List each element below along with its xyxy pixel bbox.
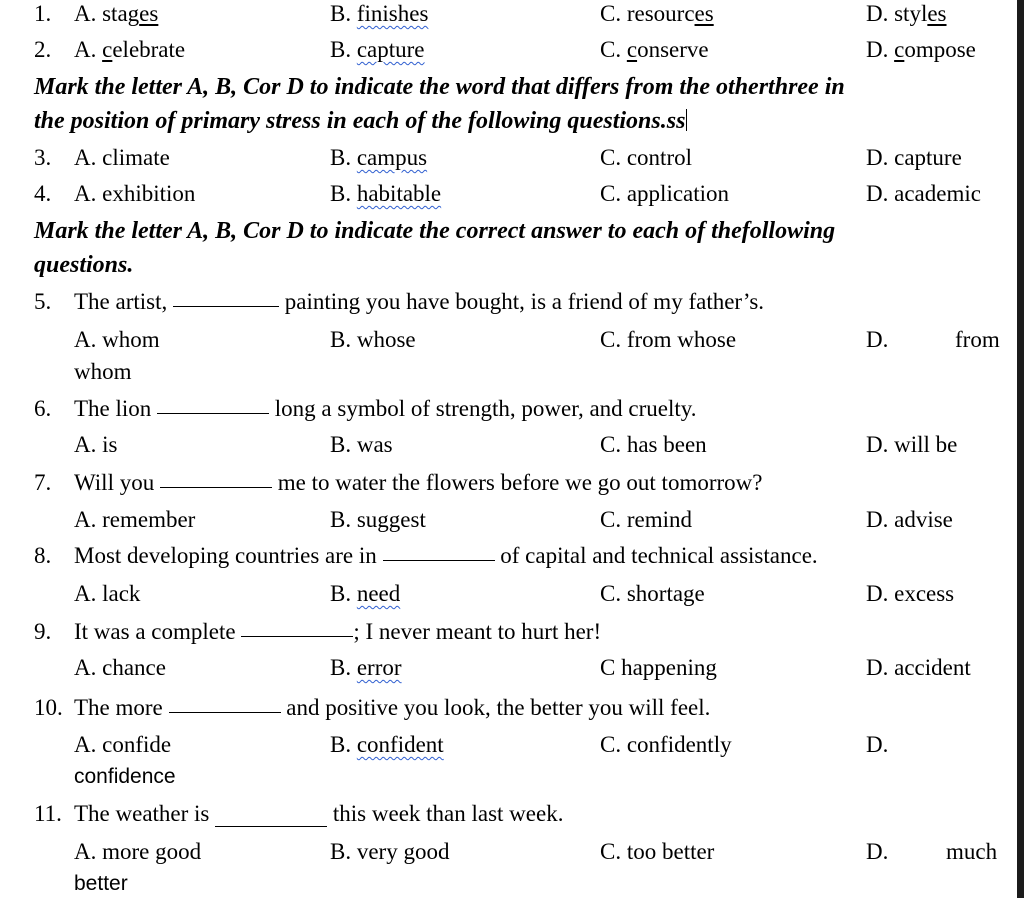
option-d: D. accident <box>866 655 971 680</box>
option-d: D. <box>866 327 889 352</box>
option-d: D. will be <box>866 432 958 457</box>
option-d-text-continued: whom <box>74 359 132 384</box>
option-b: B. very good <box>330 839 450 864</box>
option-d: D. academic <box>866 181 981 206</box>
option-b: B. suggest <box>330 507 426 532</box>
option-d-text: from <box>955 327 1000 352</box>
page-edge <box>1017 0 1024 898</box>
question-number: 9. <box>34 619 52 644</box>
option-c: C. too better <box>600 839 715 864</box>
option-a: A. confide <box>74 732 172 757</box>
option-b: B. campus <box>330 145 428 170</box>
question-text: The more and positive you look, the better you will feel. <box>74 695 711 720</box>
option-b: B. confident <box>330 732 444 757</box>
instruction-answer-line-1: Mark the letter A, B, Cor D to indicate the correct answer to each of thefollowing <box>34 218 836 244</box>
option-a: A. is <box>74 432 118 457</box>
option-a: A. whom <box>74 327 160 352</box>
option-d: D. <box>866 732 889 757</box>
option-c: C happening <box>600 655 717 680</box>
answer-blank <box>160 486 272 488</box>
option-b: B. need <box>330 581 401 606</box>
option-a: A. exhibition <box>74 181 196 206</box>
question-text: Most developing countries are in of capital and technical assistance. <box>74 543 818 568</box>
option-c: C. application <box>600 181 730 206</box>
question-number: 10. <box>34 695 63 720</box>
option-d-text: much <box>946 839 998 864</box>
option-c: C. conserve <box>600 37 709 62</box>
answer-blank <box>173 305 279 307</box>
option-c: C. remind <box>600 507 692 532</box>
option-c: C. confidently <box>600 732 732 757</box>
instruction-stress-line-2: the position of primary stress in each of the following questions.ss <box>34 108 686 134</box>
option-d: D. styles <box>866 1 947 26</box>
option-d: D. <box>866 839 889 864</box>
question-number: 1. <box>34 1 52 26</box>
option-c: C. resources <box>600 1 714 26</box>
option-d: D. capture <box>866 145 962 170</box>
option-a: A. chance <box>74 655 166 680</box>
instruction-answer-line-2: questions. <box>34 252 134 278</box>
option-d-text-continued: better <box>74 872 128 895</box>
option-c: C. shortage <box>600 581 705 606</box>
option-b: B. finishes <box>330 1 429 26</box>
answer-blank <box>169 711 281 713</box>
text-cursor <box>686 109 687 131</box>
answer-blank <box>241 635 353 637</box>
answer-blank <box>157 412 269 414</box>
question-text: The lion long a symbol of strength, power, and cruelty. <box>74 396 697 421</box>
option-d-text-continued: confidence <box>74 765 176 788</box>
option-b: B. was <box>330 432 393 457</box>
question-number: 3. <box>34 145 52 170</box>
option-c: C. has been <box>600 432 707 457</box>
option-a: A. celebrate <box>74 37 186 62</box>
option-c: C. control <box>600 145 692 170</box>
option-a: A. climate <box>74 145 170 170</box>
answer-blank <box>383 559 495 561</box>
question-number: 2. <box>34 37 52 62</box>
option-c: C. from whose <box>600 327 737 352</box>
option-a: A. lack <box>74 581 141 606</box>
answer-blank <box>215 825 327 827</box>
option-a: A. more good <box>74 839 202 864</box>
option-b: B. error <box>330 655 402 680</box>
option-d: D. compose <box>866 37 976 62</box>
question-number: 7. <box>34 470 52 495</box>
option-b: B. capture <box>330 37 425 62</box>
question-number: 5. <box>34 289 52 314</box>
question-number: 8. <box>34 543 52 568</box>
question-number: 6. <box>34 396 52 421</box>
question-text: It was a complete ; I never meant to hurt her! <box>74 619 602 644</box>
option-a: A. remember <box>74 507 196 532</box>
option-b: B. whose <box>330 327 416 352</box>
question-text: The artist, painting you have bought, is a friend of my father’s. <box>74 289 765 314</box>
option-a: A. stages <box>74 1 159 26</box>
option-b: B. habitable <box>330 181 442 206</box>
question-number: 11. <box>34 801 62 826</box>
option-d: D. advise <box>866 507 953 532</box>
question-text: The weather is this week than last week. <box>74 801 564 826</box>
question-text: Will you me to water the flowers before we go out tomorrow? <box>74 470 763 495</box>
question-number: 4. <box>34 181 52 206</box>
instruction-stress-line-1: Mark the letter A, B, Cor D to indicate the word that differs from the otherthree in <box>34 74 845 100</box>
option-d: D. excess <box>866 581 955 606</box>
